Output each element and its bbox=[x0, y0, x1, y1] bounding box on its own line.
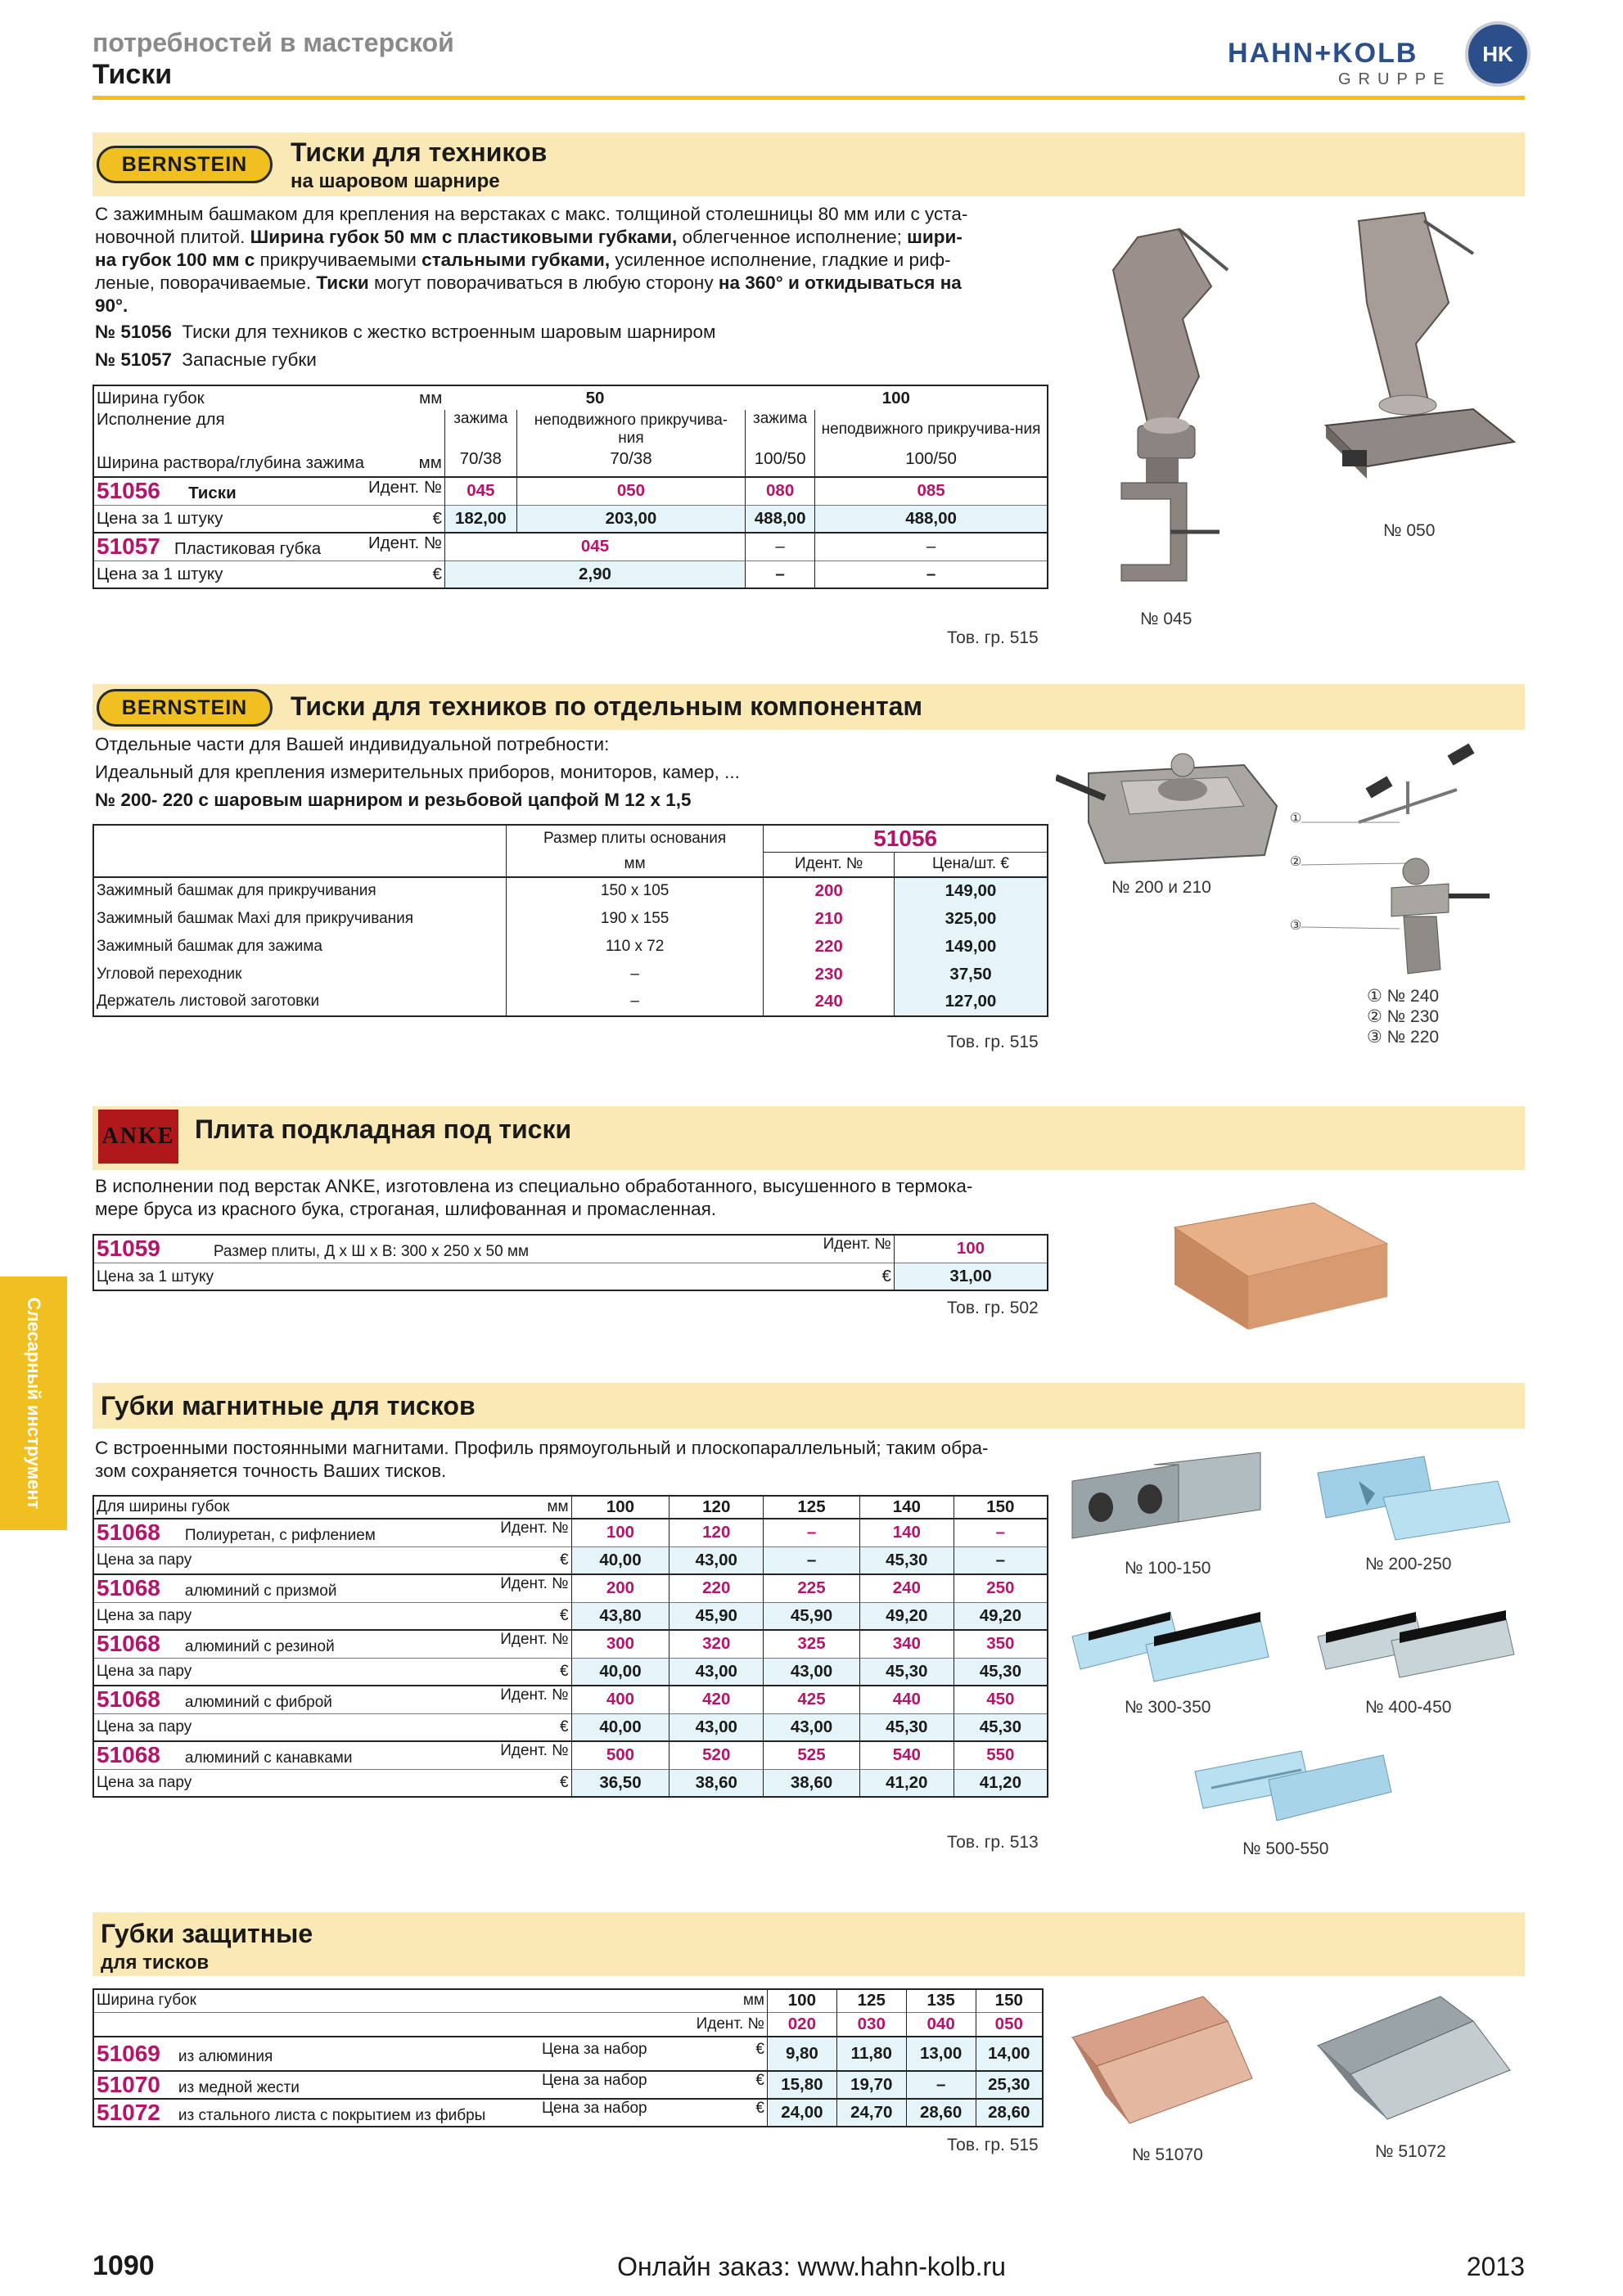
header-subtitle: потребностей в мастерской bbox=[92, 28, 454, 57]
logo-mark: HK bbox=[1465, 21, 1531, 87]
table-row: 51056 Тиски Идент. № 045 050 080 085 bbox=[93, 477, 1048, 505]
table-row: 51068 алюминий с фиброй Идент. № 400 420 425 440 450 bbox=[93, 1686, 1048, 1713]
section5-subtitle: для тисков bbox=[101, 1952, 210, 1974]
section2-description-2: Идеальный для крепления измерительных приборов, мониторов, камер, ... bbox=[95, 762, 740, 782]
side-tab[interactable] bbox=[0, 1276, 67, 1530]
section4-description-2: зом сохраняется точность Ваших тисков. bbox=[95, 1461, 447, 1481]
table-row: Цена за пару € 36,50 38,60 38,60 41,20 41,20 bbox=[93, 1769, 1048, 1797]
table-row: Угловой переходник – 230 37,50 bbox=[93, 961, 1048, 988]
table-row: 51059 Размер плиты, Д x Ш x В: 300 x 250 x 50 мм Идент. № 100 bbox=[93, 1235, 1048, 1263]
product-group-label: Тов. гр. 515 bbox=[947, 2136, 1039, 2154]
section3-description-1: В исполнении под верстак ANKE, изготовлена из специально обработанного, высушенного в термока- bbox=[95, 1176, 973, 1196]
caption-200-210: № 200 и 210 bbox=[1111, 878, 1211, 897]
product-group-label: Тов. гр. 515 bbox=[947, 1033, 1039, 1051]
item-51056-line: № 51056 Тиски для техников с жестко встроенным шаровым шарниром bbox=[95, 322, 716, 342]
caption-300-350: № 300-350 bbox=[1125, 1698, 1211, 1717]
logo-sub: GRUPPE bbox=[1338, 70, 1452, 88]
section4-description-1: С встроенными постоянными магнитами. Профиль прямоугольный и плоскопараллельный; таким обра- bbox=[95, 1438, 989, 1458]
caption-100-150: № 100-150 bbox=[1125, 1559, 1211, 1578]
caption-045: № 045 bbox=[1140, 610, 1192, 628]
table-row: Цена за пару € 43,80 45,90 45,90 49,20 49,20 bbox=[93, 1602, 1048, 1630]
side-tab-label: Слесарный инструмент bbox=[24, 1297, 44, 1510]
table-51059 bbox=[92, 1234, 1048, 1291]
caption-230: ② № 230 bbox=[1367, 1007, 1440, 1026]
caption-500-550: № 500-550 bbox=[1242, 1839, 1329, 1858]
table-row: 51057 Пластиковая губка Идент. № 045 – – bbox=[93, 533, 1048, 560]
callout-2: ② bbox=[1290, 855, 1302, 869]
jaws-200-250-image bbox=[1310, 1448, 1522, 1546]
callout-1: ① bbox=[1290, 812, 1302, 826]
table-row: Цена за пару € 40,00 43,00 43,00 45,30 45,30 bbox=[93, 1713, 1048, 1741]
section2-title: Тиски для техников по отдельным компонентам bbox=[291, 691, 923, 721]
section4-title: Губки магнитные для тисков bbox=[101, 1391, 476, 1420]
table-row: 51068 алюминий с канавками Идент. № 500 520 525 540 550 bbox=[93, 1741, 1048, 1769]
section2-description-3: № 200- 220 с шаровым шарниром и резьбовой цапфой М 12 x 1,5 bbox=[95, 790, 692, 810]
section2-description-1: Отдельные части для Вашей индивидуальной потребности: bbox=[95, 734, 610, 754]
table-components: Размер плиты основания 51056 мм Идент. № Цена/шт. € Зажимный башмак для прикручивания 150 x 105 200 149,00 Зажимный башмак Maxi для прикручивания 190 x 155 210 325,00 Зажимный башмак для зажима 110 x 72 220 149,00 Угловой переходник – 230 37,50 Держатель листовой заготовки – 240 127,00 bbox=[92, 824, 1048, 1017]
table-51056: Ширина губок мм 50 100 Исполнение для зажима неподвижного прикручива-ния зажима неподвижного прикручива-ния мм Ширина раствора/глубина зажима 70/38 70/38 100/50 100/50 51056 Тиски Идент. № 045 050 080 085 Цена за 1 штуку € 182,00 203,00 488,00 488,00 51057 Пластиковая губка Идент. № 045 – – Цена за 1 штуку € 2,90 – – bbox=[92, 385, 1048, 589]
logo-text: HAHN+KOLB bbox=[1228, 38, 1418, 69]
component-assembly-image bbox=[1285, 741, 1531, 986]
table-row: 51070 из медной жести Цена за набор € 15,80 19,70 – 25,30 bbox=[93, 2071, 1043, 2099]
hahn-kolb-logo bbox=[1228, 21, 1531, 93]
caption-51070: № 51070 bbox=[1132, 2145, 1203, 2164]
header-rule bbox=[92, 96, 1525, 100]
bernstein-logo: BERNSTEIN bbox=[97, 689, 273, 727]
steel-jaws-image bbox=[1310, 1988, 1522, 2136]
section3-description-2: мере бруса из красного бука, строганая, шлифованная и промасленная. bbox=[95, 1199, 717, 1219]
table-protective-jaws: Ширина губок мм 100 125 135 150 Идент. № 020 030 040 050 51069 из алюминия Цена за набор € 9,80 11,80 13,00 14,00 51070 из медной жести Цена за набор € 15,80 19,70 – 25,30 51072 из стального листа с покрытием из фибры Цена за набор € 24,00 24,70 28,60 28,60 bbox=[92, 1988, 1044, 2127]
product-group-label: Тов. гр. 513 bbox=[947, 1833, 1039, 1852]
caption-220: ③ № 220 bbox=[1367, 1028, 1440, 1047]
section5-title: Губки защитные bbox=[101, 1919, 313, 1948]
product-group-label: Тов. гр. 502 bbox=[947, 1299, 1039, 1317]
section1-title: Тиски для техников bbox=[291, 137, 548, 167]
table-row: 51069 из алюминия Цена за набор € 9,80 11,80 13,00 14,00 bbox=[93, 2037, 1043, 2071]
page-number: 1090 bbox=[92, 2250, 155, 2281]
table-row: Зажимный башмак для прикручивания 150 x 105 200 149,00 bbox=[93, 877, 1048, 905]
section1-description: С зажимным башмаком для крепления на верстаках с макс. толщиной столешницы 80 мм или с уста- новочной плитой. Ширина губок 50 мм с пластиковыми губками, облегченное исполнение; шири- на губок 100 мм с прикручиваемыми стальными губками, усиленное исполнение, гладкие и риф- леные, поворачиваемые. Тиски могут поворачиваться в любую сторону на 360° и откидываться на 90°. bbox=[95, 204, 968, 316]
table-51068: Для ширины губок мм 100 120 125 140 150 51068 Полиуретан, с рифлением Идент. № 100 120 – 140 – Цена за пару € 40,00 43,00 – 45,30 – 51068 алюминий с призмой Идент. № 200 220 225 240 250 Цена за пару € 43,80 45,90 45,90 49,20 49,20 51068 алюминий с резиной Идент. № 300 320 325 340 350 Цена за пару € 40,00 43,00 43,00 45,30 45,30 51068 алюминий с фиброй Идент. № 400 420 425 440 450 Цена за пару € 40,00 43,00 43,00 45,30 45,30 51068 алюминий с канавками Идент. № 500 520 525 540 550 Цена за пару € 36,50 38,60 38,60 41,20 41,20 bbox=[92, 1495, 1048, 1798]
product-group-label: Тов. гр. 515 bbox=[947, 628, 1039, 647]
jaws-100-150-image bbox=[1064, 1448, 1269, 1546]
jaws-400-450-image bbox=[1310, 1596, 1522, 1694]
table-row: 51068 Полиуретан, с рифлением Идент. № 100 120 – 140 – bbox=[93, 1519, 1048, 1546]
table-row: Цена за пару € 40,00 43,00 – 45,30 – bbox=[93, 1546, 1048, 1574]
footer-website[interactable]: Онлайн заказ: www.hahn-kolb.ru bbox=[617, 2252, 1006, 2281]
anke-logo: ANKE bbox=[98, 1110, 178, 1164]
jaws-300-350-image bbox=[1064, 1596, 1277, 1694]
copper-jaws-image bbox=[1064, 1988, 1269, 2136]
table-row: Цена за 1 штуку € 182,00 203,00 488,00 488,00 bbox=[93, 505, 1048, 533]
table-row: 51068 алюминий с призмой Идент. № 200 220 225 240 250 bbox=[93, 1574, 1048, 1602]
caption-240: ① № 240 bbox=[1367, 987, 1440, 1006]
bernstein-logo: BERNSTEIN bbox=[97, 146, 273, 183]
vise-045-image bbox=[1089, 221, 1277, 597]
caption-51072: № 51072 bbox=[1375, 2142, 1446, 2161]
table-row: Зажимный башмак для зажима 110 x 72 220 149,00 bbox=[93, 933, 1048, 961]
clamp-shoe-image bbox=[1056, 741, 1285, 871]
footer-year: 2013 bbox=[1466, 2252, 1525, 2281]
table-row: Цена за 1 штуку € 2,90 – – bbox=[93, 560, 1048, 588]
table-row: Цена за 1 штуку € 31,00 bbox=[93, 1263, 1048, 1290]
beech-plate-image bbox=[1158, 1195, 1395, 1338]
item-51057-line: № 51057 Запасные губки bbox=[95, 349, 317, 370]
jaws-500-550-image bbox=[1187, 1731, 1400, 1837]
table-row: 51072 из стального листа с покрытием из фибры Цена за набор € 24,00 24,70 28,60 28,60 bbox=[93, 2099, 1043, 2127]
caption-050: № 050 bbox=[1383, 521, 1436, 540]
section3-title: Плита подкладная под тиски bbox=[195, 1114, 572, 1144]
vise-050-image bbox=[1310, 205, 1531, 499]
caption-400-450: № 400-450 bbox=[1365, 1698, 1452, 1717]
table-row: Зажимный башмак Maxi для прикручивания 190 x 155 210 325,00 bbox=[93, 905, 1048, 933]
table-row: Держатель листовой заготовки – 240 127,00 bbox=[93, 988, 1048, 1016]
callout-3: ③ bbox=[1290, 919, 1302, 933]
caption-200-250: № 200-250 bbox=[1365, 1555, 1452, 1573]
table-row: 51068 алюминий с резиной Идент. № 300 320 325 340 350 bbox=[93, 1630, 1048, 1658]
table-row: Цена за пару € 40,00 43,00 43,00 45,30 45,30 bbox=[93, 1658, 1048, 1686]
section1-subtitle: на шаровом шарнире bbox=[291, 170, 500, 192]
page-title: Тиски bbox=[92, 59, 173, 90]
